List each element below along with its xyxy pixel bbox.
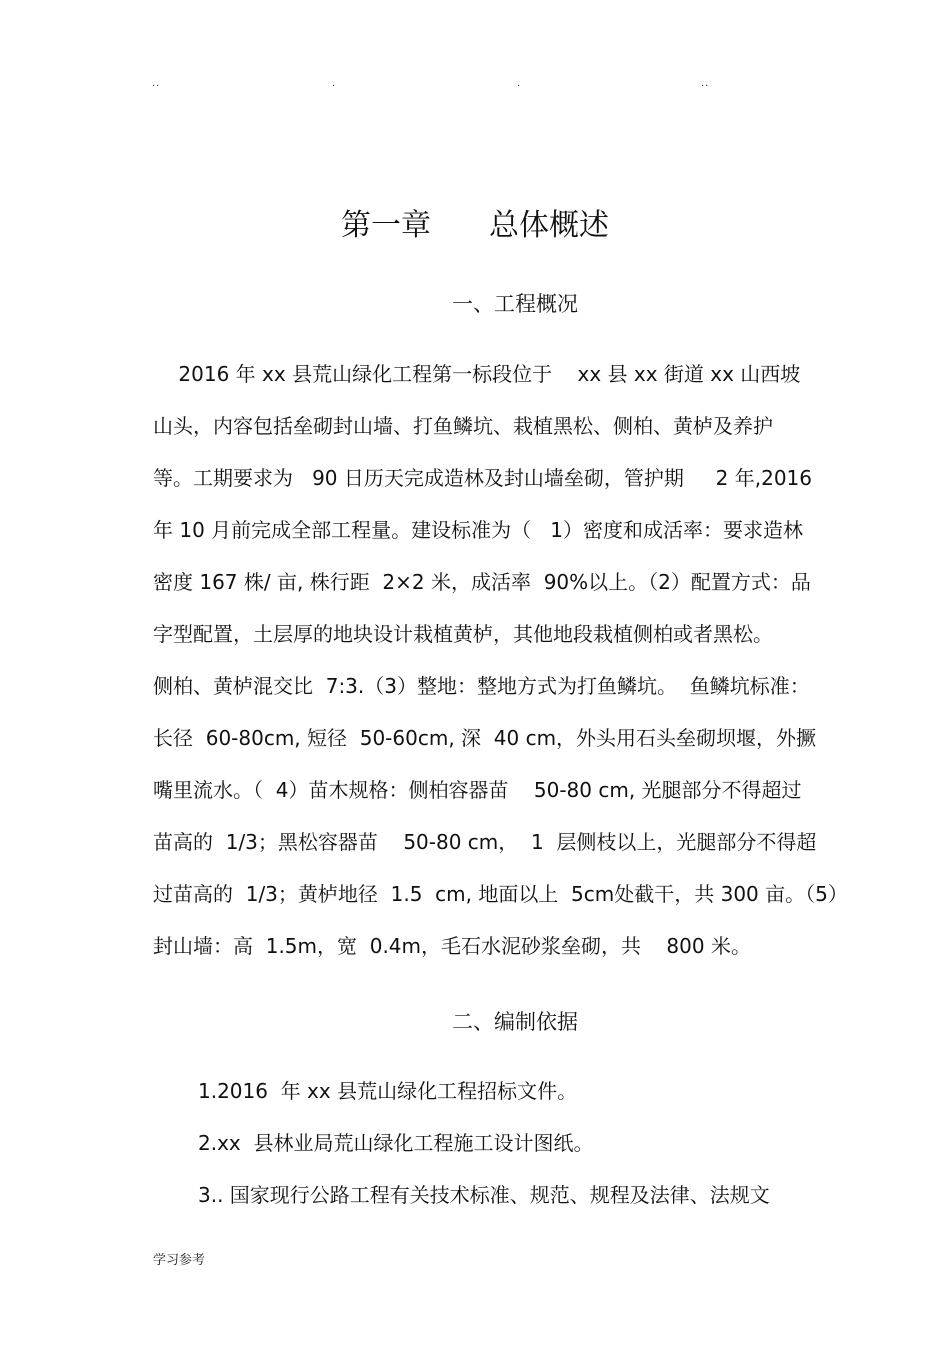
chapter-number: 第一章 — [341, 208, 431, 243]
paragraph-line: 长径 60-80cm, 短径 50-60cm, 深 40 cm，外头用石头垒砌坝堰，外撅 — [153, 726, 817, 750]
paragraph-line: 嘴里流水。（ 4）苗木规格：侧柏容器苗 50-80 cm, 光腿部分不得超过 — [153, 778, 802, 802]
header-mark-2: . — [332, 78, 337, 89]
section-heading-basis: 二、编制依据 — [452, 1010, 578, 1034]
chapter-name: 总体概述 — [489, 208, 609, 243]
header-mark-1: .. — [152, 78, 161, 89]
paragraph-line: 密度 167 株/ 亩, 株行距 2×2 米，成活率 90%以上。（2）配置方式：品 — [153, 570, 811, 594]
footer-label: 学习参考 — [153, 1253, 206, 1268]
paragraph-line: 字型配置，土层厚的地块设计栽植黄栌，其他地段栽植侧柏或者黑松。 — [153, 622, 773, 646]
section-heading-overview: 一、工程概况 — [452, 292, 578, 316]
paragraph-line: 封山墙：高 1.5m，宽 0.4m，毛石水泥砂浆垒砌，共 800 米。 — [153, 934, 751, 958]
paragraph-line: 年 10 月前完成全部工程量。建设标准为（ 1）密度和成活率：要求造林 — [153, 518, 803, 542]
paragraph-line: 苗高的 1/3；黑松容器苗 50-80 cm， 1 层侧枝以上，光腿部分不得超 — [153, 830, 817, 854]
paragraph-line: 2016 年 xx 县荒山绿化工程第一标段位于 xx 县 xx 街道 xx 山西坡 — [153, 362, 801, 386]
list-item: 1.2016 年 xx 县荒山绿化工程招标文件。 — [198, 1079, 578, 1103]
header-mark-4: .. — [701, 78, 710, 89]
paragraph-line: 过苗高的 1/3；黄栌地径 1.5 cm, 地面以上 5cm处截干，共 300 亩。（5） — [153, 882, 848, 906]
chapter-title — [0, 200, 950, 244]
paragraph-line: 侧柏、黄栌混交比 7:3.（3）整地：整地方式为打鱼鳞坑。 鱼鳞坑标准： — [153, 674, 810, 698]
paragraph-line: 山头，内容包括垒砌封山墙、打鱼鳞坑、栽植黑松、侧柏、黄栌及养护 — [153, 414, 773, 438]
header-mark-3: . — [517, 78, 522, 89]
list-item: 3.. 国家现行公路工程有关技术标准、规范、规程及法律、法规文 — [198, 1183, 770, 1207]
paragraph-line: 等。工期要求为 90 日历天完成造林及封山墙垒砌，管护期 2 年,2016 — [153, 466, 813, 490]
list-item: 2.xx 县林业局荒山绿化工程施工设计图纸。 — [198, 1131, 594, 1155]
